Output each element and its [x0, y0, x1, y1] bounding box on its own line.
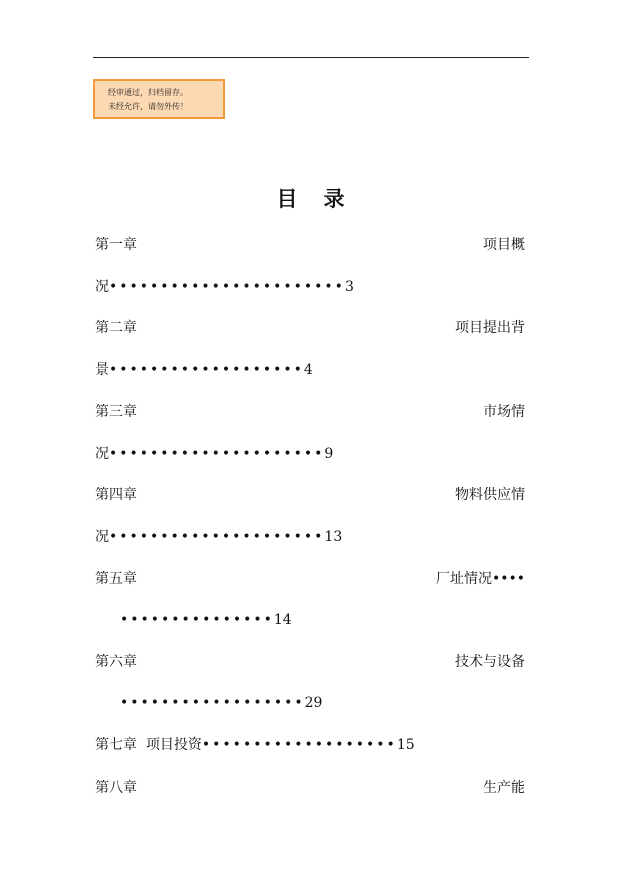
toc-dots-7: •••••••••••••••••••	[201, 737, 397, 753]
toc-title: 目录	[276, 186, 371, 211]
toc-dots-1: •••••••••••••••••••••••	[109, 279, 345, 295]
toc-cont-1: 况	[95, 279, 109, 295]
stamp-line-1: 经审通过，归档留存。	[108, 88, 188, 97]
toc-leader-1[interactable]	[95, 278, 354, 296]
toc-chapter-6[interactable]: 第六章	[95, 654, 137, 670]
toc-dots-6: ••••••••••••••••••	[120, 695, 305, 711]
stamp-line-2: 未经允许，请勿外传！	[108, 102, 188, 111]
toc-chapter-8[interactable]: 第八章	[95, 780, 137, 796]
toc-page-2: 4	[303, 362, 313, 378]
toc-page-7: 15	[396, 737, 415, 753]
toc-chapter-5[interactable]: 第五章	[95, 571, 137, 587]
toc-leader-6[interactable]	[120, 694, 322, 712]
toc-leader-4[interactable]	[95, 528, 342, 546]
toc-title-4[interactable]: 物料供应情	[455, 487, 525, 503]
toc-leader-2[interactable]	[95, 361, 313, 379]
toc-entry-7[interactable]	[95, 736, 415, 754]
toc-dots-2: •••••••••••••••••••	[109, 362, 304, 378]
toc-chapter-1[interactable]: 第一章	[95, 237, 137, 253]
toc-page-4: 13	[324, 529, 343, 545]
toc-chapter-4[interactable]: 第四章	[95, 487, 137, 503]
toc-title-2[interactable]: 项目提出背	[455, 320, 525, 336]
toc-leader-3[interactable]	[95, 445, 333, 463]
toc-title-1[interactable]: 项目概	[483, 237, 525, 253]
toc-page-5: 14	[273, 612, 292, 628]
toc-title-6[interactable]: 技术与设备	[455, 654, 525, 670]
toc-page-3: 9	[324, 446, 334, 462]
toc-cont-2: 景	[95, 362, 109, 378]
toc-dots-3: •••••••••••••••••••••	[109, 446, 325, 462]
toc-chapter-3[interactable]: 第三章	[95, 404, 137, 420]
toc-title-3[interactable]: 市场情	[483, 404, 525, 420]
toc-title-5-text: 厂址情况••••	[435, 571, 525, 587]
toc-title-7: 项目投资	[145, 737, 202, 753]
confidential-stamp	[93, 79, 225, 119]
toc-leader-5[interactable]	[120, 611, 292, 629]
toc-dots-5: •••••••••••••••	[120, 612, 274, 628]
toc-chapter-7: 第七章	[95, 737, 137, 753]
toc-dots-4: •••••••••••••••••••••	[109, 529, 325, 545]
header-rule	[93, 57, 529, 58]
toc-page-1: 3	[344, 279, 354, 295]
toc-cont-4: 况	[95, 529, 109, 545]
toc-title-5[interactable]	[436, 570, 525, 588]
toc-chapter-2[interactable]: 第二章	[95, 320, 137, 336]
toc-cont-3: 况	[95, 446, 109, 462]
toc-title-8[interactable]: 生产能	[483, 780, 525, 796]
toc-page-6: 29	[304, 695, 323, 711]
